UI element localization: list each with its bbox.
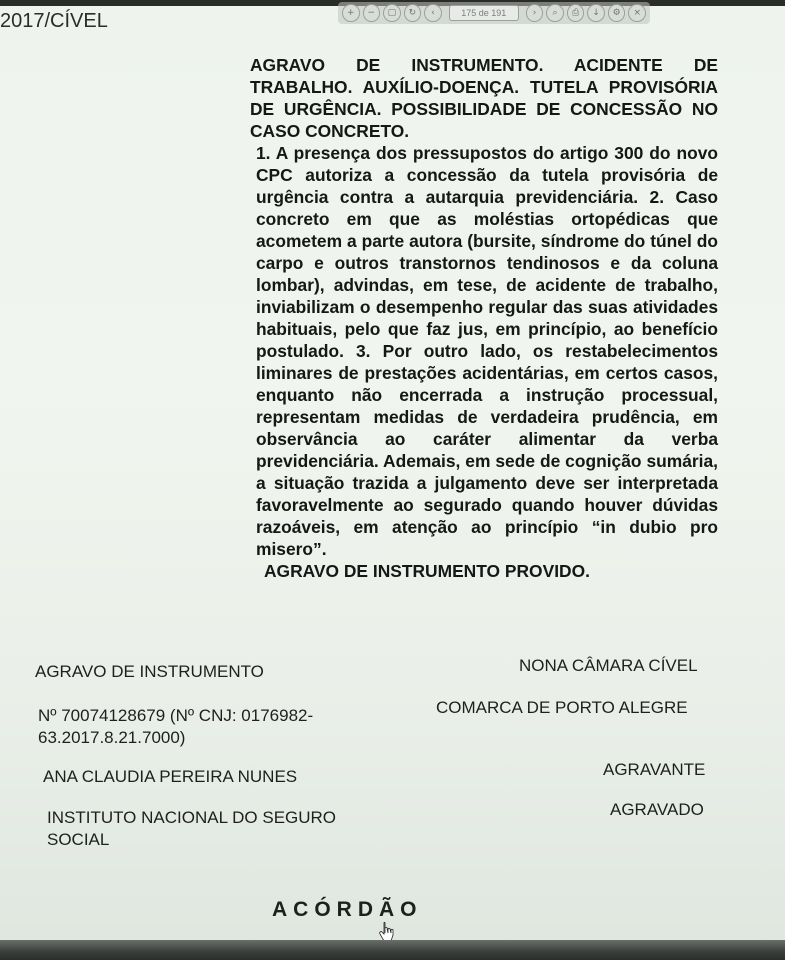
settings-icon[interactable]: ⚙ (608, 4, 626, 22)
zoom-in-icon[interactable]: + (342, 4, 360, 22)
appellee-name-line1: INSTITUTO NACIONAL DO SEGURO (47, 808, 337, 827)
print-icon[interactable]: ⎙ (567, 4, 585, 22)
ementa-body: 1. A presença dos pressupostos do artigo 300 do novo CPC autoriza a concessão da tutela provisória de urgência contra a autarquia previdenciária. 2. Caso concreto em que as moléstias ortopédicas que acometem a parte autora (bursite, síndrome do túnel do carpo e outros transtornos tendinosos e da coluna lombar), advindas, em tese, de acidente de trabalho, inviabilizam o desempenho regular das suas atividades habituais, pelo que faz jus, em princípio, ao benefício postulado. 3. Por outro lado, os restabelecimentos liminares de prestações acidentárias, em certos casos, enquanto não encerrada a instrução processual, representam medidas de verdadeira prudência, em observância ao caráter alimentar da verba previdenciária. Ademais, em sede de cognição sumária, a situação trazida a julgamento deve ser interpretada favoravelmente ao segurado quando houver dúvidas razoáveis, em atenção ao princípio “in dubio pro misero”. (256, 143, 718, 559)
ementa-heading: AGRAVO DE INSTRUMENTO. ACIDENTE DE TRABALHO. AUXÍLIO-DOENÇA. TUTELA PROVISÓRIA DE URGÊNCIA. POSSIBILIDADE DE CONCESSÃO NO CASO CONCRETO. (250, 55, 718, 141)
search-icon[interactable]: ⌕ (546, 4, 564, 22)
case-number-line1: Nº 70074128679 (Nº CNJ: 0176982- (38, 706, 314, 725)
page-counter[interactable]: 175 de 191 (449, 5, 519, 21)
appellee-role: AGRAVADO (610, 800, 704, 819)
ementa-result: AGRAVO DE INSTRUMENTO PROVIDO. (264, 561, 590, 581)
rotate-icon[interactable]: ↻ (404, 4, 422, 22)
pdf-viewer-toolbar (338, 2, 650, 24)
close-icon[interactable]: × (628, 4, 646, 22)
screen-bottom-bezel (0, 940, 785, 960)
ementa-block (250, 54, 718, 582)
zoom-out-icon[interactable]: − (363, 4, 381, 22)
appellant-name: ANA CLAUDIA PEREIRA NUNES (43, 767, 298, 786)
acordao-title: ACÓRDÃO (272, 898, 423, 921)
appellee-name-line2: SOCIAL (47, 830, 110, 849)
prev-page-icon[interactable]: ‹ (424, 4, 442, 22)
case-type: AGRAVO DE INSTRUMENTO (35, 662, 264, 681)
appellant-role: AGRAVANTE (603, 760, 706, 779)
page-header-code: 2017/CÍVEL (0, 10, 108, 32)
download-icon[interactable]: ↓ (587, 4, 605, 22)
chamber-name: NONA CÂMARA CÍVEL (519, 656, 698, 675)
next-page-icon[interactable]: › (526, 4, 544, 22)
district-name: COMARCA DE PORTO ALEGRE (436, 698, 688, 717)
fit-page-icon[interactable]: ▢ (383, 4, 401, 22)
case-number-line2: 63.2017.8.21.7000) (38, 728, 186, 747)
